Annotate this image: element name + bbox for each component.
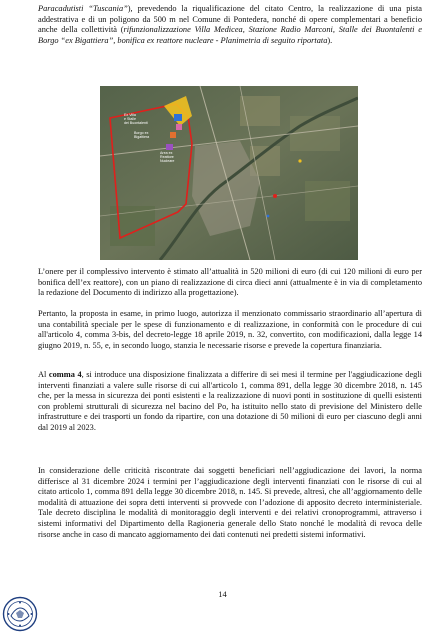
comma4-pre: Al: [38, 370, 49, 379]
intro-italic-start: Paracadutisti “Tuscania”: [38, 4, 128, 13]
comma4-bold: comma 4: [48, 370, 82, 379]
intro-end: ).: [327, 35, 333, 45]
proposal-paragraph: Pertanto, la proposta in esame, in primo luogo, autorizza il menzionato commissario straordinario all’apertura di una contabilità speciale per le spese di funzionamento e di realizzazione, in conformità con le procedure di cui all'articolo 4, comma 3-bis, del decreto-legge 18 aprile 2019, n. 32, convertito, con modificazioni, dalla legge 14 giugno 2019, n. 55, e, in secondo luogo, stanzia le necessarie risorse e prevede la copertura finanziaria.: [38, 309, 422, 350]
aerial-map: [100, 86, 358, 260]
comma4-paragraph: [38, 370, 422, 434]
seal-logo-icon: [2, 596, 38, 632]
map-label-villa: Ex Villa: [124, 113, 136, 117]
map-label-nucleare: Nucleare: [160, 159, 175, 163]
intro-paragraph: [38, 4, 422, 46]
comma4-body: , si introduce una disposizione finalizzata a differire di sei mesi il termine per l'aggiudicazione degli interventi finanziati a valere sulle risorse di cui all'articolo 1, comma 891, della legge 30 dicembre 2018, n. 145 che, per la messa in sicurezza dei ponti esistenti e la realizzazione di nuovi ponti in sostituzione di quelli esistenti con problemi strutturali di sicurezza nel bacino del Po, ha istituito nello stato di previsione del Ministero delle infrastrutture e dei trasporti un fondo da ripartire, con una dotazione di 50 milioni di euro per ciascuno degli anni dal 2019 al 2023.: [38, 370, 422, 432]
map-label-bigattiera: Bigattiera: [134, 135, 150, 139]
cost-paragraph: L’onere per il complessivo intervento è stimato all’attualità in 520 milioni di euro (di cui 120 milioni di euro per bonifica dell’ex reattore), con un piano di realizzazione di circa dieci anni (attualmente è in via di completamento la redazione del Documento di indirizzo alla progettazione).: [38, 267, 422, 298]
map-label-borgo: Borgo ex: [134, 131, 149, 135]
site-map-image: [100, 86, 358, 260]
map-label-reattore: Reattore: [160, 155, 174, 159]
map-label-area: Area ex: [160, 151, 173, 155]
intro-italic-list: rifunzionalizzazione Villa Medicea, Stazione Radio Marconi, Stalle dei Buontalenti e Borgo “ex Bigattiera”, bonifica ex reattore nucleare - Planimetria di seguito riportata: [38, 25, 422, 45]
map-label-stalle: e Stalle: [124, 117, 136, 121]
criticita-paragraph: In considerazione delle criticità riscontrate dai soggetti beneficiari nell’aggiudicazione dei lavori, la norma differisce al 31 dicembre 2024 i termini per l’aggiudicazione degli interventi finanziati con le risorse di cui al citato articolo 1, comma 891 della legge 30 dicembre 2018, n. 145. Si prevede, altresì, che all’aggiornamento delle modalità di attuazione dei sopra detti interventi si provvede con l’adozione di apposito decreto interministeriale. Tale decreto disciplina le modalità di monitoraggio degli interventi e dei relativi cronoprogrammi, attraverso i sistemi informativi del Dipartimento della Ragioneria generale dello Stato nonché le modalità di revoca delle risorse anche in caso di mancato aggiornamento dei dati contenuti nei predetti sistemi informativi.: [38, 466, 422, 539]
page-number: 14: [218, 589, 227, 599]
map-label-buontalenti: dei Buontalenti: [124, 121, 148, 125]
intro-body: ), prevedendo la riqualificazione del citato Centro, la realizzazione di una pista addestrativa e di un poligono da 500 m nel Comune di Pontedera, nonché di opere complementari a beneficio anche della collettività (: [38, 4, 422, 35]
